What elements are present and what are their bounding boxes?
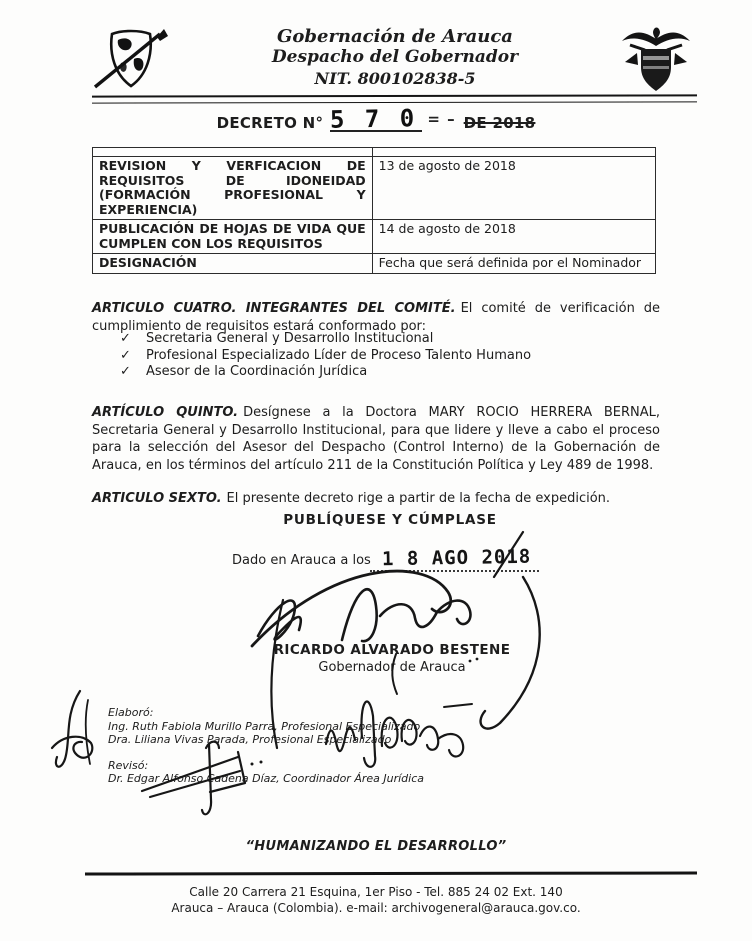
publish-order-heading: PUBLÍQUESE Y CÚMPLASE [283,512,497,528]
table-cell-stage: PUBLICACIÓN DE HOJAS DE VIDA QUE CUMPLEN CON LOS REQUISITOS [93,220,373,254]
elaboro-line: Dra. Liliana Vivas Parada, Profesional Especializado [108,733,392,746]
article-five-paragraph [92,404,660,474]
signer-title: Gobernador de Arauca [318,660,466,675]
margin-initials-signature [52,691,92,767]
table-cell-empty [93,148,373,157]
committee-member: Asesor de la Coordinación Jurídica [146,364,368,379]
article-five-text: Desígnese a la Doctora MARY ROCIO HERRERA BERNAL, Secretaria General y Desarrollo Institucional, para que lidere y lleve a cabo el proceso para la selección del Asesor del Despacho (Control Interno) de la Gobernación de Arauca, en los términos del artículo 211 de la Constitución Política y Ley 489 de 1998. [92,405,660,473]
list-item [120,331,531,348]
footer-address-line: Arauca – Arauca (Colombia). e-mail: archivogeneral@arauca.gov.co. [171,901,581,915]
letterhead [200,26,590,89]
arauca-department-shield-logo [88,27,174,99]
signature-block [30,642,752,675]
org-nit: NIT. 800102838-5 [314,69,476,88]
shield-icon [88,27,174,95]
committee-member: Secretaria General y Desarrollo Institucional [146,331,434,346]
colombia-coat-of-arms-logo [616,23,696,105]
table-cell-date: Fecha que será definida por el Nominador [372,254,655,274]
decree-label: DECRETO N° [216,114,324,132]
footer-divider [85,871,697,875]
credits-block [108,706,424,786]
check-icon: ✓ [120,364,131,379]
org-office: Despacho del Gobernador [271,47,519,67]
decree-year-struck: DE 2018 [463,114,536,132]
date-stamp-slot [370,547,539,572]
article-six-text: El presente decreto rige a partir de la fecha de expedición. [226,491,611,506]
issued-at-line [232,547,539,572]
table-row [93,157,656,220]
table-row [93,254,656,274]
table-cell-date: 14 de agosto de 2018 [372,220,655,254]
date-stamp: 1 8 AGO 2018 [381,545,532,571]
table-spacer-row [93,148,656,157]
schedule-table [92,147,656,274]
table-cell-stage: DESIGNACIÓN [93,254,373,274]
slogan: “HUMANIZANDO EL DESARROLLO” [245,839,507,854]
handwritten-marks: = – [427,110,456,128]
check-icon: ✓ [120,331,131,346]
condor-crest-icon [616,23,696,101]
article-four-text: El comité de verificación de cumplimiento de requisitos estará conformado por: [92,301,660,334]
table-row [93,220,656,254]
list-item [120,348,531,365]
signer-name: RICARDO ALVARADO BESTENE [273,642,511,658]
org-name: Gobernación de Arauca [277,26,513,47]
table-cell-stage: REVISION Y VERFICACION DE REQUISITOS DE IDONEIDAD (FORMACIÓN PROFESIONAL Y EXPERIENCIA) [93,157,373,220]
article-six-paragraph [92,490,660,508]
header-divider [92,94,697,103]
committee-member: Profesional Especializado Líder de Proceso Talento Humano [146,347,532,363]
elaboro-line: Ing. Ruth Fabiola Murillo Parra, Profesional Especializado [108,719,421,733]
article-four-paragraph [92,300,660,335]
table-cell-date: 13 de agosto de 2018 [372,157,655,220]
decree-number-slot [330,104,422,134]
elaboro-label: Elaboró: [108,706,154,719]
list-item [120,364,531,381]
reviso-label: Revisó: [108,758,149,772]
article-six-heading: ARTICULO SEXTO. [92,491,222,506]
spacer [108,747,424,759]
issued-at-text: Dado en Arauca a los [232,553,371,568]
decree-number-stamp: 5 7 0 [330,104,418,134]
article-five-heading: ARTÍCULO QUINTO. [92,405,239,420]
table-cell-empty [372,148,655,157]
check-icon: ✓ [120,347,131,363]
committee-member-list [120,331,531,381]
article-four-heading: ARTICULO CUATRO. INTEGRANTES DEL COMITÉ. [92,301,456,316]
footer-address [0,884,752,916]
reviso-line: Dr. Edgar Alfonso Cadena Díaz, Coordinador Área Jurídica [108,772,424,785]
footer-address-line: Calle 20 Carrera 21 Esquina, 1er Piso - Tel. 885 24 02 Ext. 140 [189,885,563,899]
decree-title-line [0,104,752,134]
